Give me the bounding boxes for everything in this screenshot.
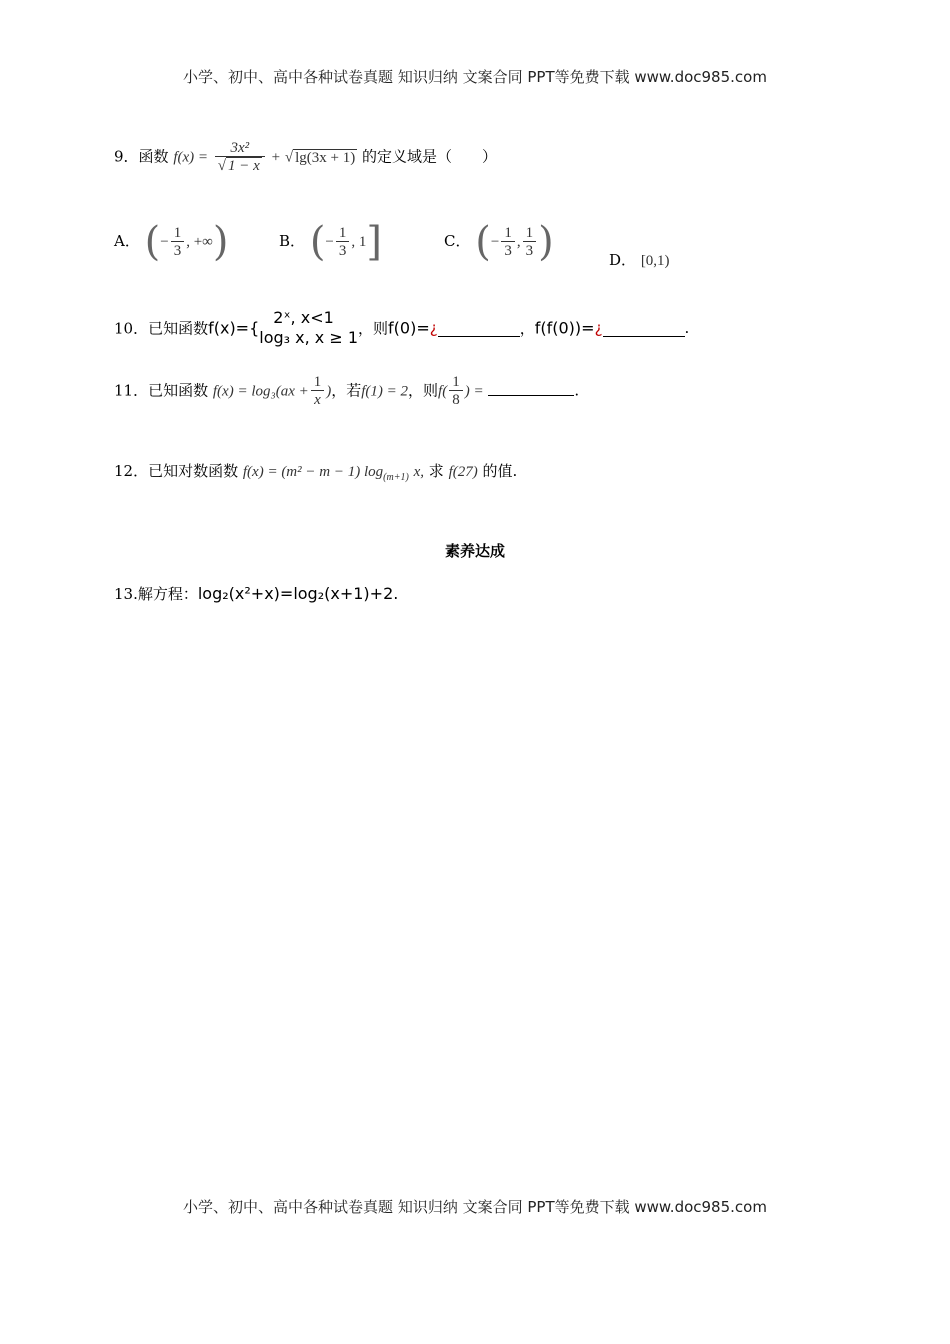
q12-tail: 的值.	[482, 462, 518, 480]
option-a: A． (− $\frac{1}{3}$ , +∞)	[114, 219, 229, 265]
q9-number: 9．函数	[114, 147, 169, 166]
q10-glyph-1: ¿	[429, 319, 438, 337]
q10-case1: 2ˣ, x<1	[273, 308, 334, 327]
section-title: 素养达成	[444, 542, 505, 560]
q12-x: x,	[413, 464, 424, 480]
q11-given: f(1) = 2	[361, 383, 409, 400]
question-10	[114, 308, 689, 348]
option-c-label: C．	[444, 232, 471, 250]
option-d-text: [0,1)	[640, 253, 670, 269]
q10-number: 10．已知函数	[114, 319, 209, 338]
option-d	[609, 249, 670, 270]
q13-equation: log₂(x²+x)=log₂(x+1)+2.	[197, 584, 399, 603]
option-b-label: B．	[279, 232, 306, 250]
q9-fraction: $\frac{\text{3x²}}{√ 1 - x}$	[215, 140, 265, 175]
q11-number: 11．已知函数	[114, 381, 209, 400]
page-footer: 小学、初中、高中各种试卷真题 知识归纳 文案合同 PPT等免费下载 www.doc985.com	[183, 1198, 767, 1216]
q9-lhs: f(x) =	[173, 149, 209, 166]
q11-blank[interactable]	[488, 379, 574, 396]
option-c-minus: −	[490, 234, 500, 250]
q9-frac-den: 1 − x	[228, 158, 260, 174]
q11-then: ，则	[408, 381, 439, 400]
q10-mid: ，则	[358, 319, 389, 338]
page-header: 小学、初中、高中各种试卷真题 知识归纳 文案合同 PPT等免费下载 www.doc985.com	[183, 68, 767, 86]
q11-den: x	[314, 392, 321, 408]
option-c-den2: 3	[525, 242, 534, 259]
q12-sub: (m+1)	[383, 472, 409, 483]
q10-case2: log₃ x, x ≥ 1	[259, 328, 359, 347]
q11-end: .	[574, 381, 580, 400]
q10-comma: ，	[519, 319, 535, 338]
option-a-rest: , +∞	[186, 234, 213, 250]
question-12	[114, 460, 517, 483]
q10-glyph-2: ¿	[594, 319, 603, 337]
option-c-den: 3	[504, 242, 512, 259]
option-c-comma: ,	[516, 234, 521, 250]
q11-close: )	[326, 383, 332, 400]
option-a-num: 1	[171, 225, 185, 242]
option-b: B． (− $\frac{1}{3}$ , 1]	[279, 219, 382, 265]
option-a-minus: −	[160, 234, 169, 250]
q10-fx: f(x)={	[208, 318, 260, 338]
option-b-rest: , 1	[351, 234, 367, 250]
q11-ask-num: 1	[449, 374, 463, 391]
q12-ask: 求	[428, 462, 444, 480]
q10-ff0: f(f(0))=	[534, 318, 595, 338]
q12-f27: f(27)	[448, 464, 478, 480]
option-c-num: 1	[501, 225, 515, 242]
q9-sqrt-body: lg(3x + 1)	[295, 149, 356, 166]
q9-frac-num: 3x²	[215, 140, 265, 157]
option-b-den: 3	[338, 242, 347, 259]
option-c: C． (− $\frac{1}{3}$ , $\frac{1}{3}$ )	[444, 219, 554, 265]
q9-plus: +	[271, 149, 281, 166]
q10-blank-1[interactable]	[438, 320, 520, 337]
q11-ask-den: 8	[452, 392, 460, 408]
question-11	[114, 374, 579, 409]
option-a-den: 3	[173, 242, 182, 259]
option-b-minus: −	[325, 234, 334, 250]
option-b-num: 1	[336, 225, 350, 242]
option-c-num2: 1	[523, 225, 537, 242]
option-d-label: D．	[609, 251, 637, 269]
q10-blank-2[interactable]	[603, 320, 685, 337]
q9-tail: 的定义域是（ ）	[361, 147, 497, 166]
q11-ask-pre: f(	[438, 383, 448, 400]
q13-number: 13.解方程：	[114, 585, 198, 603]
q11-ask-post: ) =	[464, 383, 484, 400]
q10-cases	[259, 308, 358, 348]
q11-num: 1	[311, 374, 325, 391]
q10-end: .	[684, 319, 690, 337]
question-13	[114, 583, 398, 604]
q11-fx: f(x) = log₃(ax +	[212, 383, 309, 400]
q12-number: 12．已知对数函数	[114, 462, 239, 480]
q11-cond: ，若	[331, 381, 362, 400]
option-a-label: A．	[114, 232, 140, 250]
q10-f0: f(0)=	[388, 318, 430, 338]
question-9: 9．函数 f(x) = $\frac{\text{3x²}}{√ 1 - x}$ + √ lg(3x + 1) 的定义域是（ ）	[114, 140, 497, 174]
q12-fx: f(x) = (m² − m − 1) log	[242, 464, 384, 480]
